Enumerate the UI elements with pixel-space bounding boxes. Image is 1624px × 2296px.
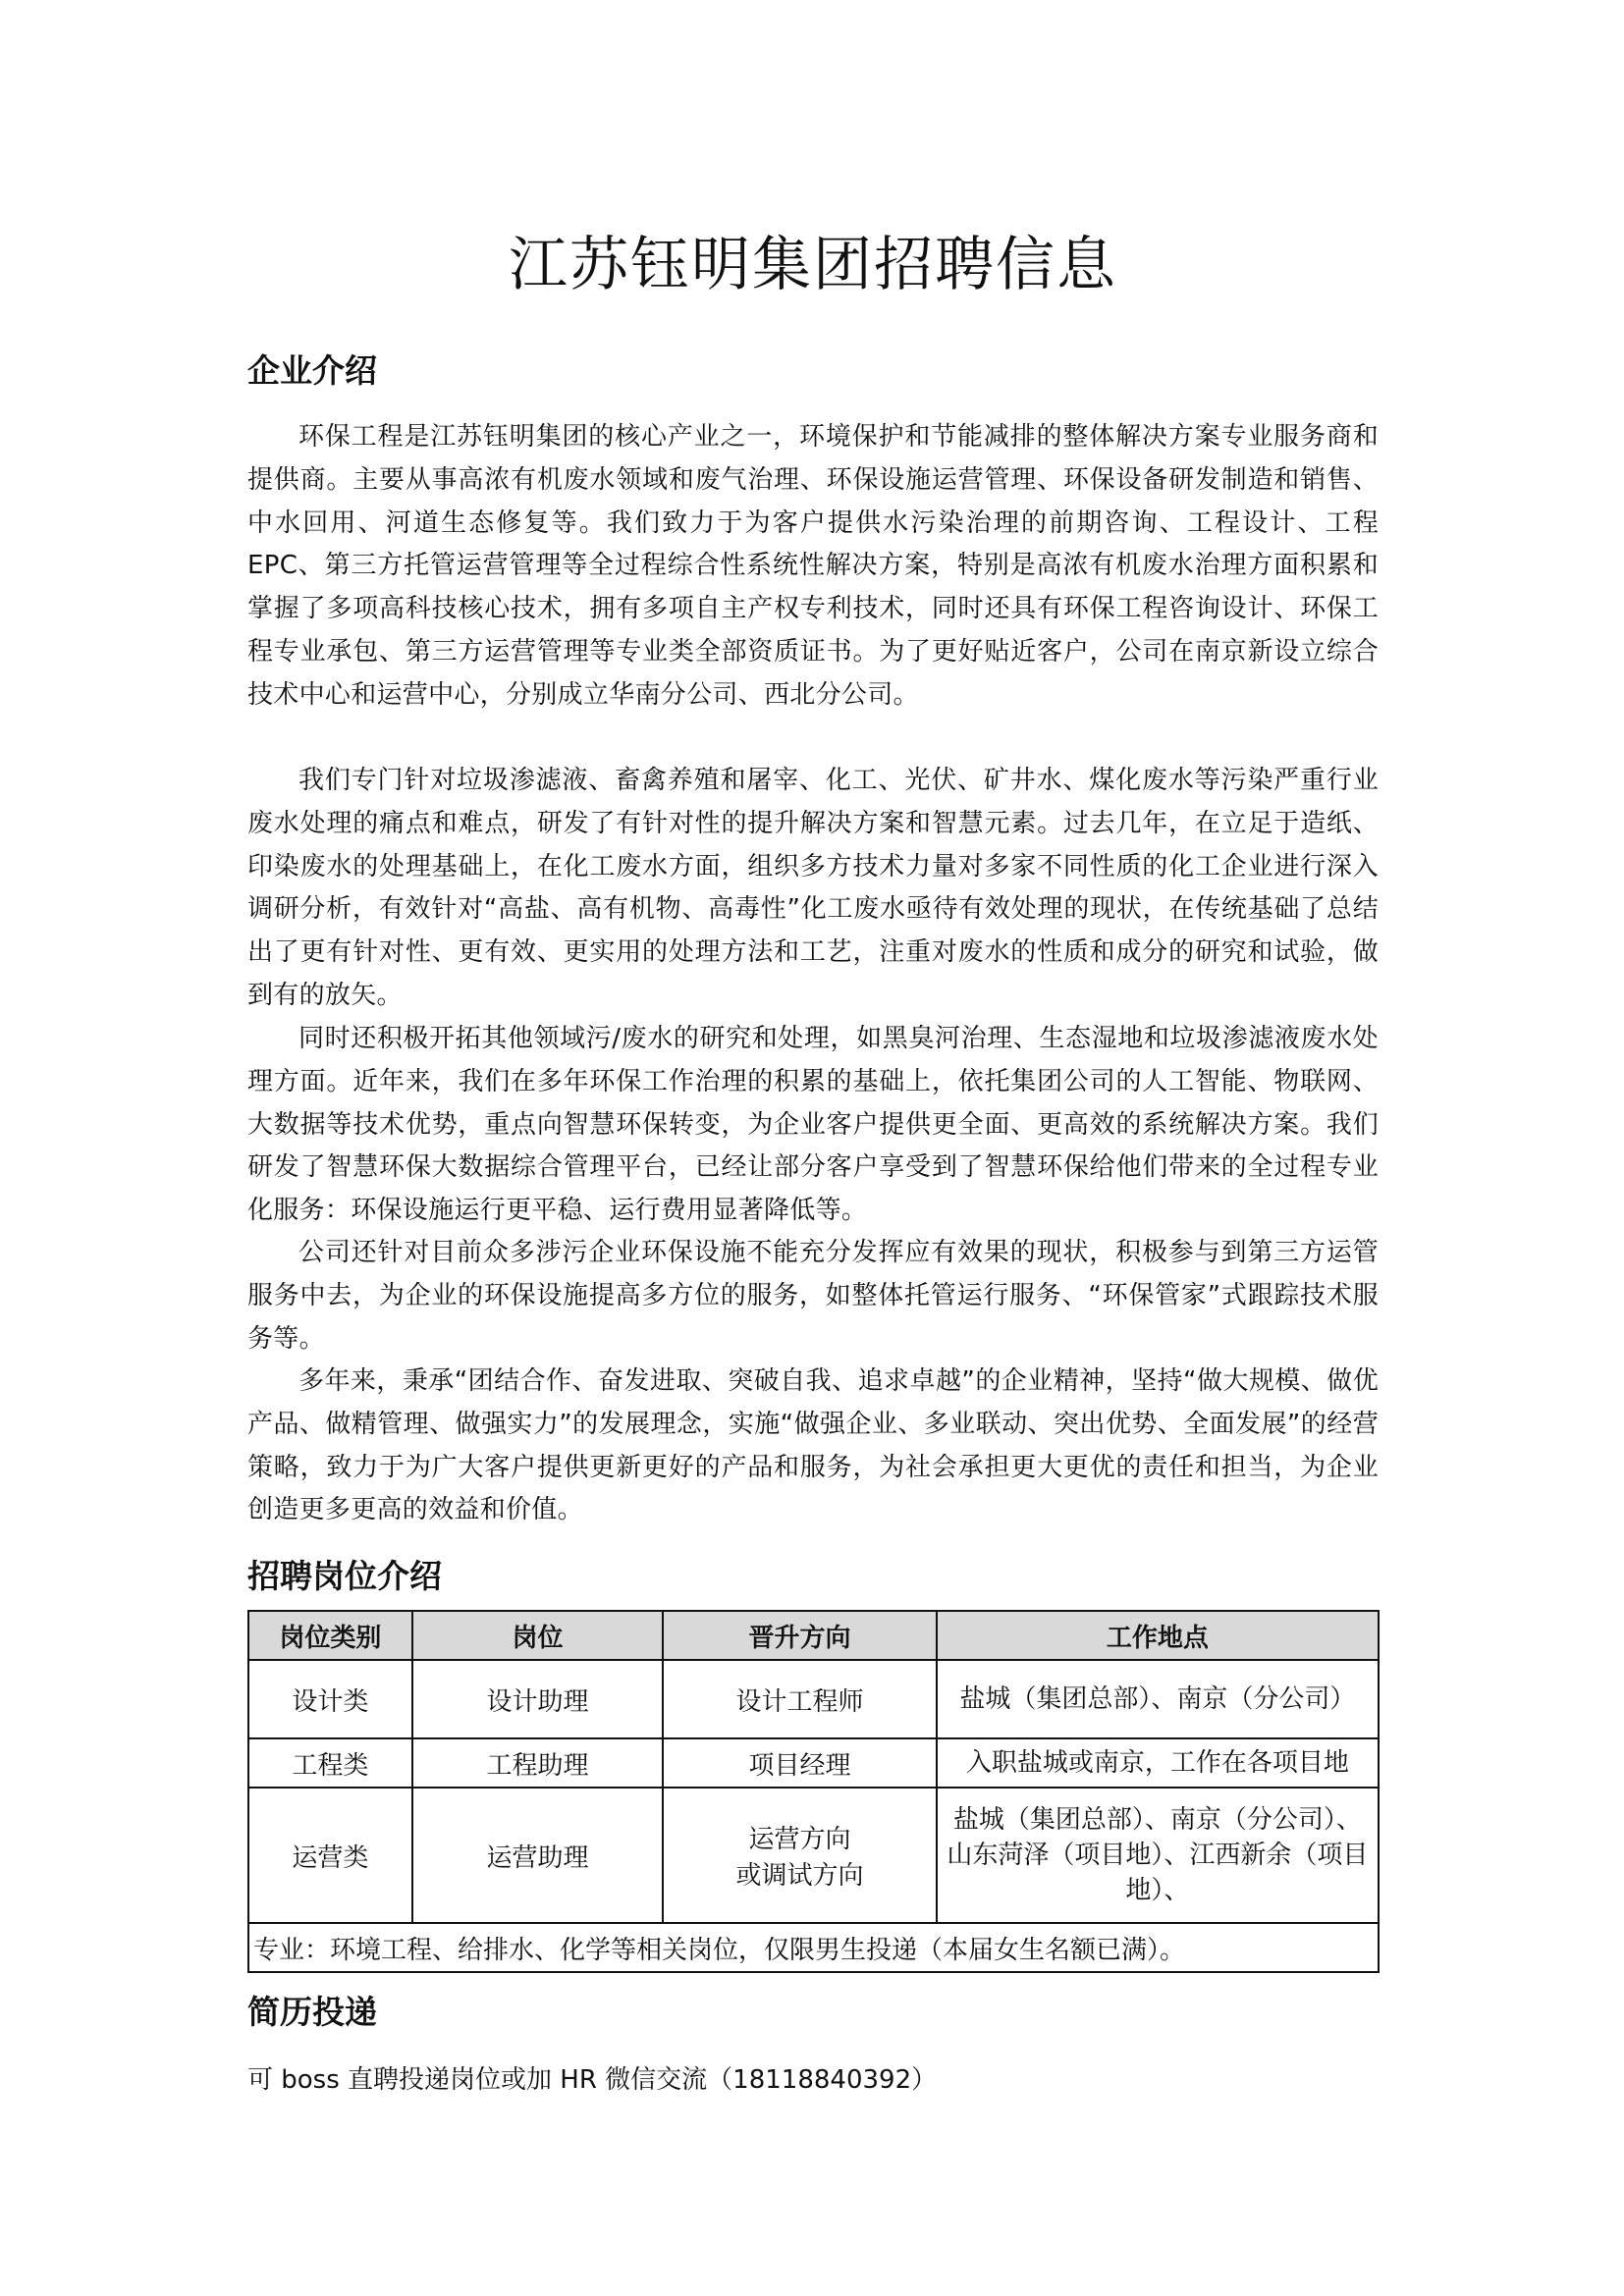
cell-promotion-line-1: 运营方向 xyxy=(748,1825,851,1854)
table-header-row xyxy=(248,1611,1379,1660)
column-header-category: 岗位类别 xyxy=(248,1611,412,1660)
column-header-position: 岗位 xyxy=(412,1611,664,1660)
intro-paragraph-2: 我们专门针对垃圾渗滤液、畜禽养殖和屠宰、化工、光伏、矿井水、煤化废水等污染严重行业废水处理的痛点和难点，研发了有针对性的提升解决方案和智慧元素。过去几年，在立足于造纸、印染废水的处理基础上，在化工废水方面，组织多方技术力量对多家不同性质的化工企业进行深入调研分析，有效针对“高盐、高有机物、高毒性”化工废水亟待有效处理的现状，在传统基础了总结出了更有针对性、更有效、更实用的处理方法和工艺，注重对废水的性质和成分的研究和试验，做到有的放矢。 xyxy=(247,766,1379,1010)
document-title: 江苏钰明集团招聘信息 xyxy=(509,231,1117,299)
jobs-table xyxy=(247,1610,1380,1973)
column-header-promotion: 晋升方向 xyxy=(663,1611,936,1660)
cell-category: 运营类 xyxy=(248,1788,412,1923)
cell-category: 设计类 xyxy=(248,1660,412,1738)
section-heading-intro: 企业介绍 xyxy=(247,351,377,390)
section-heading-resume: 简历投递 xyxy=(247,1993,377,2031)
intro-paragraph-3: 同时还积极开拓其他领域污/废水的研究和处理，如黑臭河治理、生态湿地和垃圾渗滤液废水处理方面。近年来，我们在多年环保工作治理的积累的基础上，依托集团公司的人工智能、物联网、大数据等技术优势，重点向智慧环保转变，为企业客户提供更全面、更高效的系统解决方案。我们研发了智慧环保大数据综合管理平台，已经让部分客户享受到了智慧环保给他们带来的全过程专业化服务：环保设施运行更平稳、运行费用显著降低等。 xyxy=(247,1024,1379,1226)
cell-location: 入职盐城或南京，工作在各项目地 xyxy=(937,1738,1379,1788)
table-note: 专业：环境工程、给排水、化学等相关岗位，仅限男生投递（本届女生名额已满）。 xyxy=(248,1923,1379,1972)
cell-position: 运营助理 xyxy=(412,1788,664,1923)
intro-paragraph-5: 多年来，秉承“团结合作、奋发进取、突破自我、追求卓越”的企业精神，坚持“做大规模、做优产品、做精管理、做强实力”的发展理念，实施“做强企业、多业联动、突出优势、全面发展”的经营策略，致力于为广大客户提供更新更好的产品和服务，为社会承担更大更优的责任和担当，为企业创造更多更高的效益和价值。 xyxy=(247,1366,1379,1525)
cell-promotion: 项目经理 xyxy=(663,1738,936,1788)
cell-promotion xyxy=(663,1788,936,1923)
cell-location: 盐城（集团总部）、南京（分公司） xyxy=(937,1660,1379,1738)
cell-location: 盐城（集团总部）、南京（分公司）、山东菏泽（项目地）、江西新余（项目地）、 xyxy=(937,1788,1379,1923)
cell-promotion: 设计工程师 xyxy=(663,1660,936,1738)
resume-contact-text: 可 boss 直聘投递岗位或加 HR 微信交流（18118840392） xyxy=(247,2065,938,2095)
cell-position: 设计助理 xyxy=(412,1660,664,1738)
table-row xyxy=(248,1660,1379,1738)
table-row xyxy=(248,1788,1379,1923)
cell-category: 工程类 xyxy=(248,1738,412,1788)
cell-position: 工程助理 xyxy=(412,1738,664,1788)
cell-promotion-line-2: 或调试方向 xyxy=(735,1861,864,1891)
intro-paragraph-1: 环保工程是江苏钰明集团的核心产业之一，环境保护和节能减排的整体解决方案专业服务商和提供商。主要从事高浓有机废水领域和废气治理、环保设施运营管理、环保设备研发制造和销售、中水回用、河道生态修复等。我们致力于为客户提供水污染治理的前期咨询、工程设计、工程 EPC、第三方托管运营管理等全过程综合性系统性解决方案，特别是高浓有机废水治理方面积累和掌握了多项高科技核心技术，拥有多项自主产权专利技术，同时还具有环保工程咨询设计、环保工程专业承包、第三方运营管理等专业类全部资质证书。为了更好贴近客户，公司在南京新设立综合技术中心和运营中心，分别成立华南分公司、西北分公司。 xyxy=(247,422,1379,710)
intro-paragraph-4: 公司还针对目前众多涉污企业环保设施不能充分发挥应有效果的现状，积极参与到第三方运管服务中去，为企业的环保设施提高多方位的服务，如整体托管运行服务、“环保管家”式跟踪技术服务等。 xyxy=(247,1238,1379,1354)
table-note-row xyxy=(248,1923,1379,1972)
section-heading-jobs: 招聘岗位介绍 xyxy=(247,1557,442,1595)
column-header-location: 工作地点 xyxy=(937,1611,1379,1660)
table-row xyxy=(248,1738,1379,1788)
